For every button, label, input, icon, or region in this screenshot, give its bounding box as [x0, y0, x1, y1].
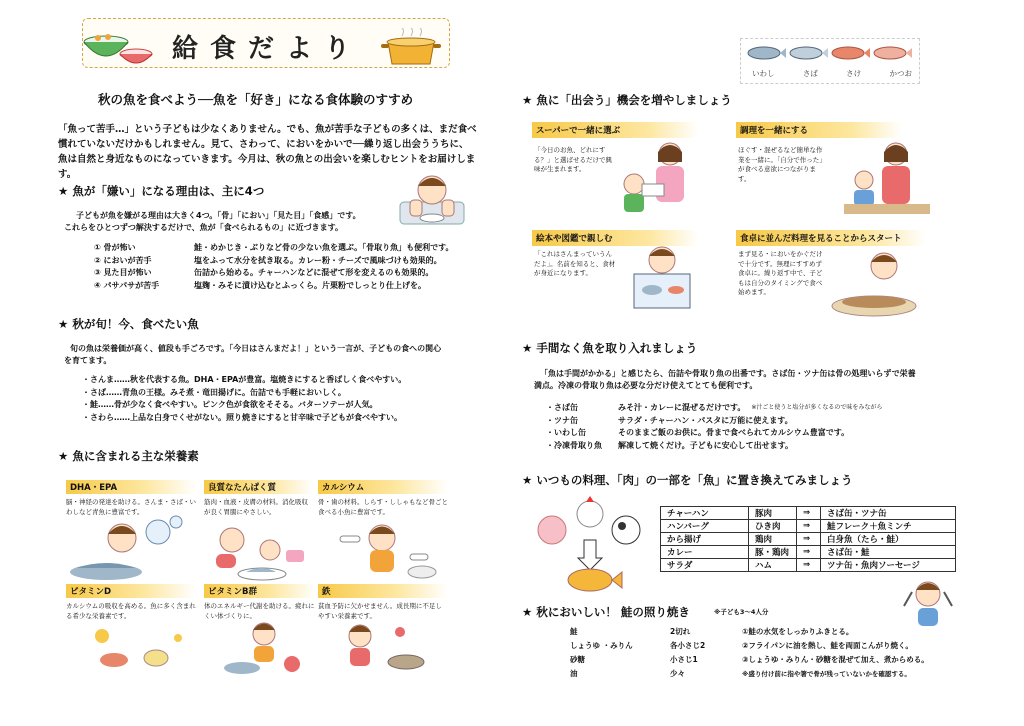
sun-fish-icon [86, 624, 186, 674]
table-row: ハンバーグ ひき肉 ⇒ 鮭フレーク＋魚ミンチ [661, 520, 956, 533]
reasons-list [94, 242, 454, 292]
meet-card-text: 「これはさんまっていうんだよ」。名前を知ると、食材が身近になります。 [534, 250, 616, 277]
table-row: チャーハン 豚肉 ⇒ さば缶・ツナ缶 [661, 507, 956, 520]
grilled-fish-icon [826, 248, 926, 322]
child-reading-icon [622, 244, 700, 318]
nutrient-card: 鉄 貧血予防に欠かせません。成長期に不足しやすい栄養素です。 [318, 584, 448, 621]
muscle-food-icon [206, 514, 310, 582]
list-item: ② においが苦手 塩をふって水分を拭き取る。カレー粉・チーズで風味づけも効果的。 [94, 255, 442, 265]
child-clams-icon [330, 618, 430, 678]
list-item: ・冷凍骨取り魚 解凍して焼くだけ。子どもに安心して出せます。 [546, 440, 794, 450]
list-item: ②フライパンに油を熱し、鮭を両面こんがり焼く。 [742, 641, 913, 650]
list-item: ① 骨が怖い 鮭・めかじき・ぶりなど骨の少ない魚を選ぶ。「骨取り魚」も便利です。 [94, 243, 454, 252]
reasons-intro-1: 子どもが魚を嫌がる理由は大きく4つ。「骨」「におい」「見た目」「食感」です。 [76, 211, 361, 220]
meet-card-text: ほぐす・混ぜるなど簡単な作業を一緒に。「自分で作った」が食べる意欲につながります。 [738, 146, 826, 183]
child-eating-icon [898, 576, 960, 632]
reasons-intro-2: これらをひとつずつ解決するだけで、魚が「食べられるもの」に近づきます。 [64, 223, 344, 232]
swap-table [660, 506, 956, 572]
season-intro-1: 旬の魚は栄養価が高く、値段も手ごろです。「今日はさんまだよ！」という一言が、子どもの食への関心 [70, 344, 442, 353]
list-item: しょうゆ ・みりん 各小さじ2 [570, 641, 706, 650]
list-item: ④ パサパサが苦手 塩麹・みそに漬け込むとふっくら。片栗粉でしっとり仕上げを。 [94, 280, 426, 290]
easy-title: ★ 手間なく魚を取り入れましょう [522, 341, 698, 355]
lead-title: 秋の魚を食べよう──魚を「好き」になる食体験のすすめ [98, 92, 414, 107]
table-row: カレー 豚・鶏肉 ⇒ さば缶・鮭 [661, 546, 956, 559]
child-thinking-fish-icon [66, 514, 186, 582]
recipe-steps [742, 625, 929, 681]
nutrient-card: カルシウム 骨・歯の材料。しらす・ししゃもなど骨ごと食べる小魚に豊富です。 [318, 480, 448, 517]
meet-card-head: 調理を一緒にする [736, 122, 902, 138]
list-item: ・さんま……秋を代表する魚。DHA・EPAが豊富。塩焼きにすると香ばしく食べやすい。 [82, 375, 407, 384]
fish-labels: いわし さば さけ かつお [752, 69, 912, 78]
cooking-together-icon [840, 140, 932, 220]
fish-row-icon [744, 42, 916, 64]
table-row: から揚げ 鶏肉 ⇒ 白身魚（たら・鮭） [661, 533, 956, 546]
recipe-serves: ※子ども3～4人分 [714, 608, 769, 616]
child-running-icon [212, 618, 312, 678]
swap-title: ★ いつもの料理、「肉」の一部を「魚」に置き換えてみましょう [522, 473, 853, 487]
list-item: ・ツナ缶 サラダ・チャーハン・パスタに万能に使えます。 [546, 415, 793, 425]
shopping-icon [612, 140, 704, 216]
list-item: ・さば缶 みそ汁・カレーに混ぜるだけです。 ※汁ごと使うと塩分が多くなるので味をみながら [546, 403, 883, 412]
easy-list [546, 402, 882, 452]
child-refusing-icon [396, 166, 468, 230]
list-item: ・いわし缶 そのままご飯のお供に。骨まで食べられてカルシウム豊富です。 [546, 428, 850, 437]
nutrient-card: ビタミンD カルシウムの吸収を高める。魚に多く含まれる希少な栄養素です。 [66, 584, 196, 621]
nutrient-card: 良質なたんぱく質 筋肉・血液・皮膚の材料。消化吸収が良く胃腸にやさしい。 [204, 480, 314, 517]
nutrient-card: DHA・EPA 脳・神経の発達を助ける。さんま・さば・いわしなど青魚に豊富です。 [66, 480, 196, 517]
reasons-title: ★ 魚が「嫌い」になる理由は、主に4つ [58, 184, 265, 198]
meet-title: ★ 魚に「出会う」機会を増やしましょう [522, 93, 732, 107]
page-title: 給食だより [172, 34, 363, 64]
recipe-title: ★ 秋においしい！ 鮭の照り焼き [522, 605, 690, 619]
meet-card-head: 食卓に並んだ料理を見ることからスタート [736, 230, 926, 246]
nutrients-title: ★ 魚に含まれる主な栄養素 [58, 449, 199, 463]
meet-card-head: スーパーで一緒に選ぶ [532, 122, 698, 138]
easy-intro-2: 満点。冷凍の骨取り魚は必要な分だけ使えてとても便利です。 [534, 381, 758, 390]
list-item: ・さば……青魚の王様。みそ煮・竜田揚げに。缶詰でも手軽においしく。 [82, 387, 346, 397]
list-item: ①鮭の水気をしっかりふきとる。 [742, 627, 854, 636]
table-row: サラダ ハム ⇒ ツナ缶・魚肉ソーセージ [661, 559, 956, 572]
nutrient-card: ビタミンB群 体のエネルギー代謝を助ける。疲れにくい体づくりに。 [204, 584, 316, 621]
list-item: ※盛り付け前に指や箸で骨が残っていないかを確認する。 [742, 670, 911, 678]
season-list [82, 374, 406, 424]
list-item: ・さわら……上品な白身でくせがない。照り焼きにすると甘辛味で子どもが食べやすい。 [82, 412, 402, 422]
list-item: 砂糖 小さじ1 [570, 655, 698, 664]
meet-card-text: まず見る・においをかぐだけで十分です。無理にすすめず食卓に。繰り返す中で、子どもは自分のタイミングで食べ始めます。 [738, 250, 823, 296]
cooking-pot-icon [380, 28, 442, 68]
meet-card-text: 「今日のお魚、どれにする？」と選ばせるだけで興味が生まれます。 [534, 146, 612, 173]
list-item: 鮭 2切れ [570, 627, 691, 636]
list-item: ③ 見た目が怖い 缶詰から始める。チャーハンなどに混ぜて形を変えるのも効果的。 [94, 268, 434, 277]
soup-bowl-icon [78, 24, 158, 70]
child-bones-icon [330, 514, 440, 582]
easy-intro-1: 「魚は手間がかかる」と感じたら、缶詰や骨取り魚の出番です。さば缶・ツナ缶は骨の処理いらずで栄養 [540, 369, 916, 378]
list-item: ・鮭……骨が少なく食べやすい。ピンク色が食欲をそそる。バターソテーが人気。 [82, 400, 378, 409]
list-item: ③しょうゆ・みりん・砂糖を混ぜて加え、煮からめる。 [742, 655, 929, 664]
recipe-ingredients [570, 625, 740, 681]
season-intro-2: を育てます。 [64, 356, 112, 365]
season-title: ★ 秋が旬！今、食べたい魚 [58, 317, 199, 331]
lead-text: 「魚って苦手…」という子どもは少なくありません。でも、魚が苦手な子どもの多くは、まだ食べ慣れていないだけかもしれません。見て、さわって、においをかいで──繰り返し出会ううちに、魚は自然と身近なものになっていきます。今月は、秋の魚との出会いを楽しむヒントをお届けします。 [58, 124, 477, 180]
meet-card-head: 絵本や図鑑で親しむ [532, 230, 698, 246]
list-item: 油 少々 [570, 669, 685, 678]
animals-to-fish-icon [532, 496, 648, 592]
